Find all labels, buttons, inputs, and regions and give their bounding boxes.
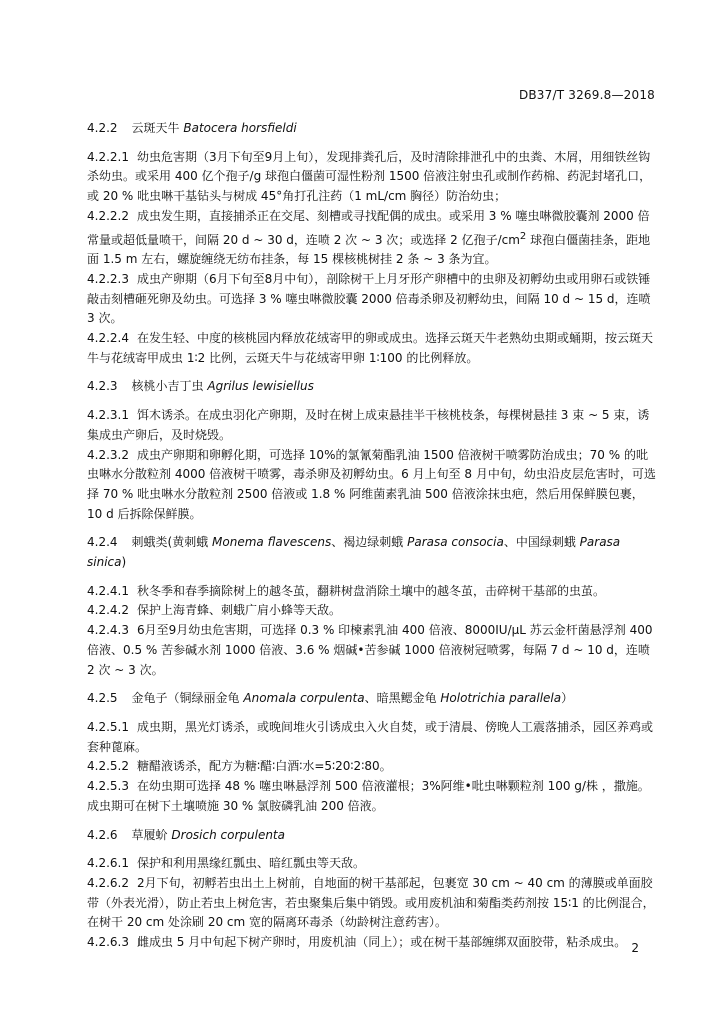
clause-4-2-2-2: 4.2.2.2 成虫发生期，直接捕杀正在交尾、刻槽或寻找配偶的成虫。或采用 3 % 噻虫啉微胶囊剂 2000 倍常量或超低量喷干，间隔 20 d ~ 30 d，连喷 2 次 ~ 3 次；或选择 2 亿孢子$/cm^2$ 球孢白僵菌挂条，距地面 1.5 m 左右，螺旋缠绕无纺布挂条，每 15 棵核桃树挂 2 条 ~ 3 条为宜。 (87, 208, 651, 267)
clause-4-2-5-2: 4.2.5.2 糖醋液诱杀，配方为糖∶醋∶白酒∶水=5∶20∶2∶80。 (87, 759, 392, 774)
clause-4-2-2-3: 4.2.2.3 成虫产卵期（6月下旬至8月中旬），剖除树干上月牙形产卵槽中的虫卵及初孵幼虫或用卵石或铁锤敲击刻槽砸死卵及幼虫。可选择 3 % 噻虫啉微胶囊 2000 倍毒杀卵及初孵幼虫，间隔 10 d ~ 15 d，连喷 3 次。 (87, 271, 651, 326)
document-body (87, 119, 659, 953)
clause-4-2-2-1: 4.2.2.1 幼虫危害期（3月下旬至9月上旬），发现排粪孔后，及时清除排泄孔中的虫粪、木屑，用细铁丝钩杀幼虫。或采用 400 亿个孢子/g 球孢白僵菌可湿性粉剂 1500 倍液注射虫孔或制作药棉、药泥封堵孔口，或 20 % 吡虫啉干基钻头与树成 45°角打孔注药（1 mL/cm 胸径）防治幼虫； (87, 149, 652, 204)
clause-4-2-3-2: 4.2.3.2 成虫产卵期和卵孵化期，可选择 10%的氯氰菊酯乳油 1500 倍液树干喷雾防治成虫；70 % 的吡虫啉水分散粒剂 4000 倍液树干喷雾，毒杀卵及初孵幼虫。6 月上旬至 8 月中旬，幼虫沿皮层危害时，可选择 70 % 吡虫啉水分散粒剂 2500 倍液或 1.8 % 阿维菌素乳油 500 倍液涂抹虫疤，然后用保鲜膜包裹，10 d 后拆除保鲜膜。 (87, 447, 656, 521)
clause-4-2-4-3: 4.2.4.3 6月至9月幼虫危害期，可选择 0.3 % 印楝素乳油 400 倍液、8000IU/μL 苏云金杆菌悬浮剂 400 倍液、0.5 % 苦参碱水剂 1000 倍液、3.6 % 烟碱•苦参碱 1000 倍液树冠喷雾，每隔 7 d ~ 10 d，连喷 2 次 ~ 3 次。 (87, 623, 653, 677)
clause-4-2-3-1: 4.2.3.1 饵木诱杀。在成虫羽化产卵期，及时在树上成束悬挂半干核桃枝条，每棵树悬挂 3 束 ~ 5 束，诱集成虫产卵后，及时烧毁。 (87, 408, 650, 442)
clause-4-2-6-1: 4.2.6.1 保护和利用黑缘红瓢虫、暗红瓢虫等天敌。 (87, 856, 365, 871)
clause-4-2-5-3: 4.2.5.3 在幼虫期可选择 48 % 噻虫啉悬浮剂 500 倍液灌根；3%阿维•吡虫啉颗粒剂 100 g/株 ，撒施。成虫期可在树下土壤喷施 30 % 氯胺磷乳油 200 倍液。 (87, 779, 650, 813)
section-heading-4-2-2: 4.2.2 云斑天牛 Batocera horsfieldi (87, 121, 297, 135)
clause-4-2-6-2: 4.2.6.2 2月下旬，初孵若虫出土上树前，自地面的树干基部起，包裹宽 30 cm ~ 40 cm 的薄膜或单面胶带（外表光滑），防止若虫上树危害，若虫聚集后集中销毁。或用废机油和菊酯类药剂按 15∶1 的比例混合，在树干 20 cm 处涂刷 20 cm 宽的隔离环毒杀（幼龄树注意药害）。 (87, 875, 655, 930)
document-code: DB37/T 3269.8—2018 (518, 88, 655, 102)
clause-4-2-5-1: 4.2.5.1 成虫期，黑光灯诱杀，或晚间堆火引诱成虫入火自焚，或于清晨、傍晚人工震落捕杀，园区养鸡或套种蓖麻。 (87, 719, 653, 754)
clause-4-2-4-1: 4.2.4.1 秋冬季和春季摘除树上的越冬茧，翻耕树盘消除土壤中的越冬茧，击碎树干基部的虫茧。 (87, 583, 605, 598)
clause-4-2-6-3: 4.2.6.3 雌成虫 5 月中旬起下树产卵时，用废机油（同上）；或在树干基部缠绑双面胶带，粘杀成虫。 (87, 935, 627, 950)
clause-4-2-4-2: 4.2.4.2 保护上海青蜂、刺蛾广肩小蜂等天敌。 (87, 603, 341, 618)
section-heading-4-2-6: 4.2.6 草履蚧 Drosich corpulenta (87, 827, 285, 842)
clause-4-2-2-4: 4.2.2.4 在发生轻、中度的核桃园内释放花绒寄甲的卵或成虫。选择云斑天牛老熟幼虫期或蛹期，按云斑天牛与花绒寄甲成虫 1∶2 比例，云斑天牛与花绒寄甲卵 1∶100 的比例释放。 (87, 331, 653, 365)
page-number: 2 (631, 941, 639, 955)
section-heading-4-2-5: 4.2.5 金龟子（铜绿丽金龟 Anomala corpulenta、暗黑鳃金龟 Holotrichia parallela） (87, 691, 574, 706)
section-heading-4-2-3: 4.2.3 核桃小吉丁虫 Agrilus lewisiellus (87, 379, 314, 394)
section-heading-4-2-4: 4.2.4 刺蛾类(黄刺蛾 Monema flavescens、褐边绿刺蛾 Parasa consocia、中国绿刺蛾 Parasa sinica) (87, 535, 621, 570)
